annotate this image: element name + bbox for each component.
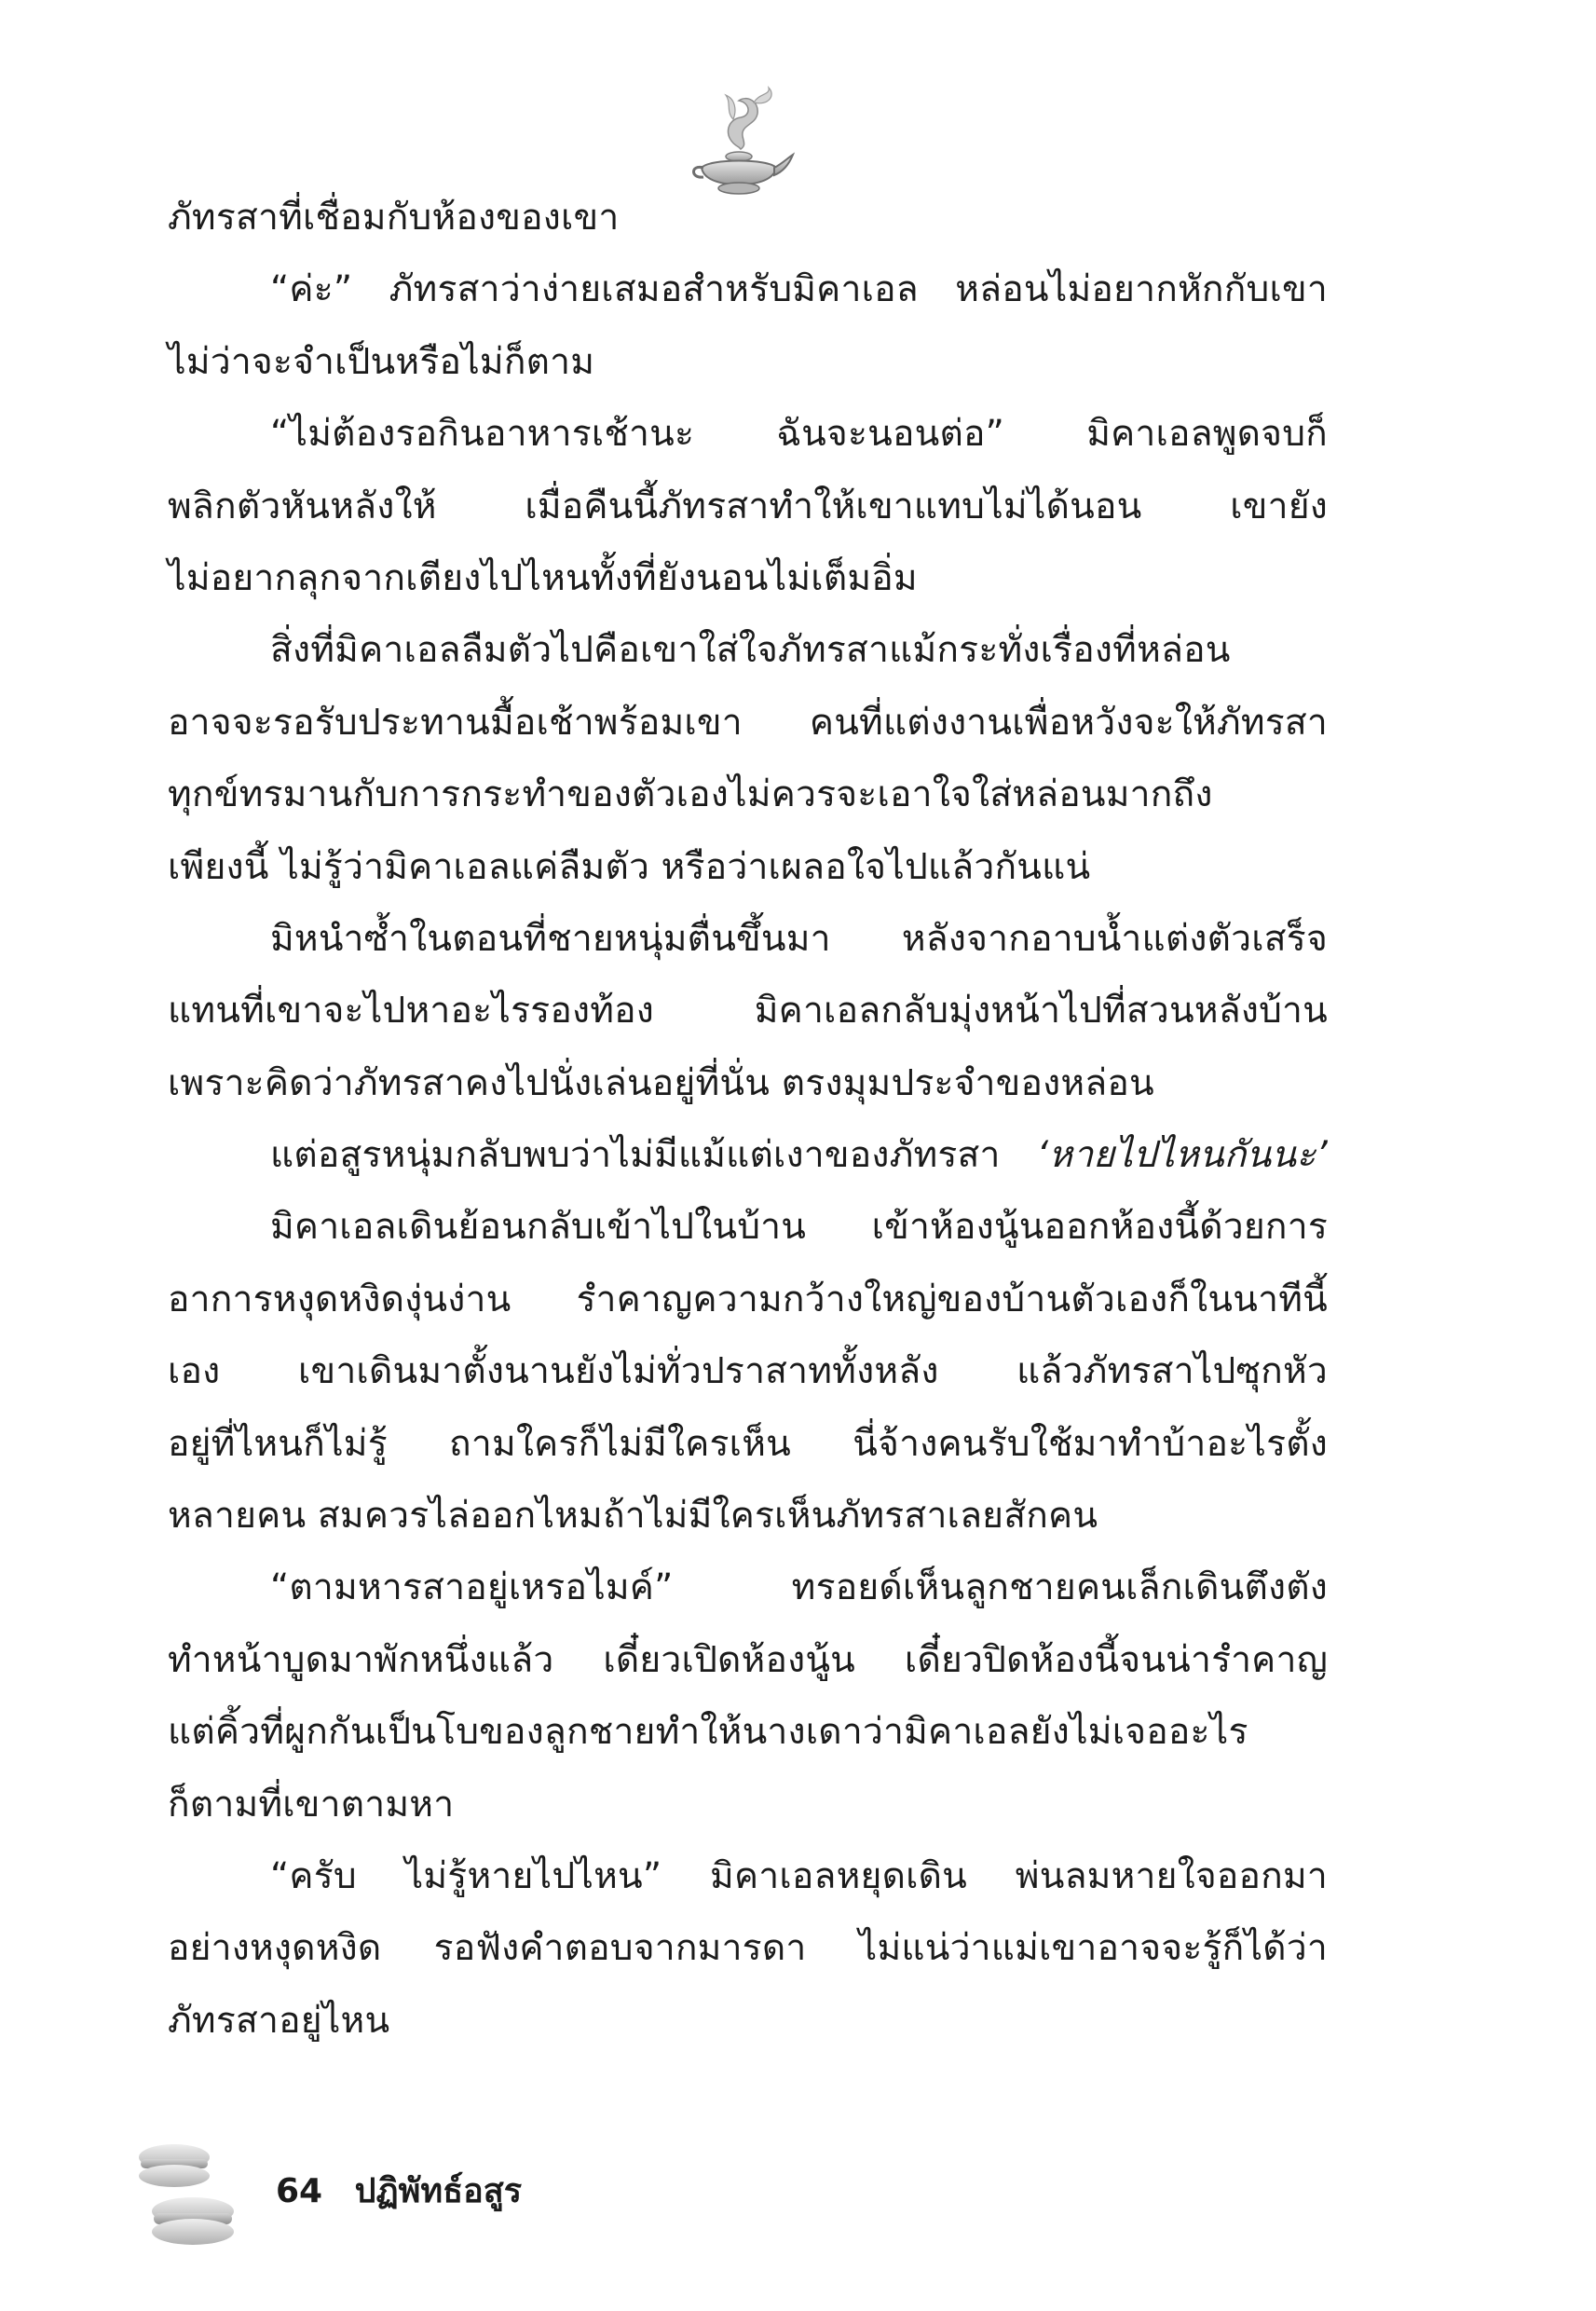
text-line: ก็ตามที่เขาตามหา [168, 1783, 455, 1826]
text-line: แทนที่เขาจะไปหาอะไรรองท้อง มิคาเอลกลับมุ่งหน้าไปที่สวนหลังบ้าน [168, 990, 1328, 1032]
paragraph [168, 1119, 1328, 1191]
text-line: พลิกตัวหันหลังให้ เมื่อคืนนี้ภัทรสาทำให้เขาแทบไม่ได้นอน เขายัง [168, 485, 1328, 527]
text-line: “ตามหารสาอยู่เหรอไมค์” ทรอยด์เห็นลูกชายคนเล็กเดินตึงตัง [270, 1566, 1328, 1609]
text-line: มิหนำซ้ำในตอนที่ชายหนุ่มตื่นขึ้นมา หลังจากอาบน้ำแต่งตัวเสร็จ [270, 917, 1328, 960]
text-run: แต่อสูรหนุ่มกลับพบว่าไม่มีแม้แต่เงาของภัทรสา [270, 1134, 1001, 1177]
text-line: เอง เขาเดินมาตั้งนานยังไม่ทั่วปราสาททั้งหลัง แล้วภัทรสาไปซุกหัว [168, 1350, 1328, 1393]
text-line: อย่างหงุดหงิด รอฟังคำตอบจากมารดา ไม่แน่ว่าแม่เขาอาจจะรู้ก็ได้ว่า [168, 1927, 1328, 1970]
text-line: ภัทรสาที่เชื่อมกับห้องของเขา [168, 197, 620, 239]
book-title: ปฏิพัทธ์อสูร [354, 2172, 523, 2210]
paragraph [168, 903, 1328, 1119]
page-number: 64 [276, 2172, 323, 2210]
text-line: อยู่ที่ไหนก็ไม่รู้ ถามใครก็ไม่มีใครเห็น นี่จ้างคนรับใช้มาทำบ้าอะไรตั้ง [168, 1422, 1328, 1465]
paragraph [168, 1840, 1328, 2057]
chapter-body-text [168, 182, 1328, 2057]
text-line: เพราะคิดว่าภัทรสาคงไปนั่งเล่นอยู่ที่นั่น ตรงมุมประจำของหล่อน [168, 1061, 1154, 1104]
paragraph [168, 182, 1328, 253]
text-line: ไม่อยากลุกจากเตียงไปไหนทั้งที่ยังนอนไม่เต็มอิ่ม [168, 556, 918, 599]
text-line: หลายคน สมควรไล่ออกไหมถ้าไม่มีใครเห็นภัทรสาเลยสักคน [168, 1495, 1098, 1538]
paragraph [168, 398, 1328, 614]
paragraph [168, 1191, 1328, 1552]
paragraph [168, 1552, 1328, 1840]
text-line [168, 1119, 1328, 1191]
paragraph [168, 253, 1328, 398]
text-line: ทำหน้าบูดมาพักหนึ่งแล้ว เดี๋ยวเปิดห้องนู้น เดี๋ยวปิดห้องนี้จนน่ารำคาญ [168, 1638, 1328, 1681]
page-footer [276, 2164, 522, 2217]
text-line: อาการหงุดหงิดงุ่นง่าน รำคาญความกว้างใหญ่ของบ้านตัวเองก็ในนาทีนี้ [168, 1278, 1328, 1320]
text-line: ทุกข์ทรมานกับการกระทำของตัวเองไม่ควรจะเอาใจใส่หล่อนมากถึง [168, 773, 1213, 816]
text-line: “ครับ ไม่รู้หายไปไหน” มิคาเอลหยุดเดิน พ่นลมหายใจออกมา [270, 1854, 1328, 1897]
text-line: สิ่งที่มิคาเอลลืมตัวไปคือเขาใส่ใจภัทรสาแม้กระทั่งเรื่องที่หล่อน [270, 629, 1231, 672]
text-line: “ไม่ต้องรอกินอาหารเช้านะ ฉันจะนอนต่อ” มิคาเอลพูดจบก็ [270, 413, 1328, 456]
text-line: ภัทรสาอยู่ไหน [168, 1999, 390, 2042]
text-line: มิคาเอลเดินย้อนกลับเข้าไปในบ้าน เข้าห้องนู้นออกห้องนี้ด้วยการ [270, 1206, 1328, 1249]
paragraph [168, 614, 1328, 903]
text-line: แต่คิ้วที่ผูกกันเป็นโบของลูกชายทำให้นางเดาว่ามิคาเอลยังไม่เจออะไร [168, 1711, 1248, 1754]
macaron-icon [135, 2139, 247, 2255]
text-line: “ค่ะ” ภัทรสาว่าง่ายเสมอสำหรับมิคาเอล หล่อนไม่อยากหักกับเขา [270, 268, 1328, 311]
italic-thought: ‘หายไปไหนกันนะ’ [1036, 1134, 1328, 1177]
text-line: อาจจะรอรับประทานมื้อเช้าพร้อมเขา คนที่แต่งงานเพื่อหวังจะให้ภัทรสา [168, 701, 1328, 744]
text-line: เพียงนี้ ไม่รู้ว่ามิคาเอลแค่ลืมตัว หรือว่าเผลอใจไปแล้วกันแน่ [168, 845, 1091, 888]
text-line: ไม่ว่าจะจำเป็นหรือไม่ก็ตาม [168, 340, 595, 383]
